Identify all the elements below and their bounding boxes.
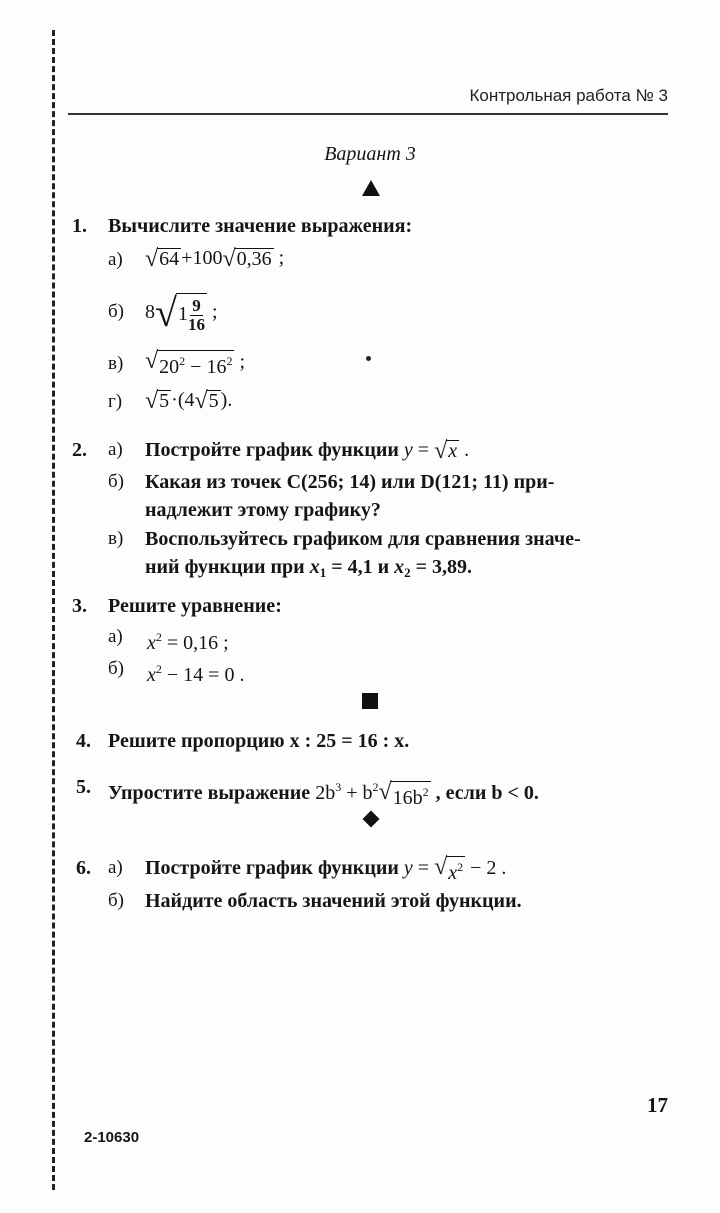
- task-3a-exp: 2: [155, 630, 162, 644]
- task-4-number: 4.: [76, 730, 91, 752]
- stray-dot: [366, 356, 371, 361]
- task-2c-x2-val: = 3,89.: [410, 556, 473, 578]
- task-1d-label: г): [108, 391, 123, 412]
- task-5-cond: , если b < 0.: [430, 782, 539, 804]
- task-6a-eq: =: [417, 857, 430, 880]
- task-1b-denominator: 16: [187, 314, 205, 334]
- footer-code: 2-10630: [84, 1129, 140, 1146]
- task-6a-fn: y: [403, 857, 413, 880]
- header-title: Контрольная работа № 3: [469, 86, 668, 105]
- triangle-icon: [362, 180, 380, 196]
- task-2c-line1: Воспользуйтесь графиком для сравнения значе-: [145, 528, 581, 550]
- task-5-rad: 16b: [392, 786, 423, 809]
- task-2a-x: x: [448, 440, 458, 463]
- task-1c-minus: −: [190, 356, 202, 378]
- task-3b-expr: [147, 657, 244, 687]
- task-2c-label: в): [108, 528, 124, 549]
- task-1b-expr: 8 √ 1 $\frac{9}{16}$ ;: [145, 289, 218, 335]
- task-1b-coef: 8: [145, 301, 155, 323]
- task-1d-rad1: 5: [159, 390, 170, 413]
- task-2a-end: .: [464, 439, 470, 461]
- task-1a-end: ;: [278, 247, 285, 269]
- task-5-e1: 3: [335, 780, 342, 794]
- page-number: 17: [647, 1093, 668, 1117]
- task-1c-base1: 20: [159, 356, 180, 378]
- task-2a-label: а): [108, 439, 123, 460]
- task-1-text: Вычислите значение выражения:: [108, 215, 413, 237]
- task-6a-x: x: [448, 862, 458, 884]
- square-icon: [362, 693, 378, 709]
- task-6b-text: Найдите область значений этой функции.: [145, 890, 522, 912]
- task-2b-line2: надлежит этому графику?: [145, 499, 381, 521]
- task-1c-end: ;: [239, 351, 246, 374]
- task-2b-line1: Какая из точек C(256; 14) или D(121; 11) при-: [145, 471, 555, 493]
- task-1d-mid: ·(4: [171, 389, 195, 411]
- task-2c-line2-start: ний функции при: [145, 556, 305, 578]
- task-1-number: 1.: [72, 215, 87, 237]
- task-3-number: 3.: [72, 595, 87, 617]
- task-1b-numerator: 9: [192, 295, 201, 315]
- task-4-text: Решите пропорцию: [108, 730, 290, 752]
- task-3-text: Решите уравнение:: [108, 595, 282, 617]
- variant-title: Вариант 3: [324, 143, 416, 165]
- task-1c-exp2: 2: [226, 354, 233, 368]
- task-1b-whole: 1: [177, 302, 188, 325]
- task-1c-exp1: 2: [179, 354, 186, 368]
- task-5-p1: 2b: [315, 782, 336, 804]
- task-2b-label: б): [108, 471, 124, 492]
- task-5-number: 5.: [76, 776, 91, 798]
- task-1a-label: а): [108, 249, 123, 270]
- task-6-number: 6.: [76, 857, 91, 879]
- task-3b-rest: − 14 = 0 .: [161, 664, 245, 686]
- task-6a-rest: − 2 .: [465, 857, 507, 880]
- task-3a-label: а): [108, 626, 123, 647]
- task-2c-x1: x: [309, 556, 320, 578]
- task-6a-exp: 2: [457, 860, 464, 874]
- task-2-number: 2.: [72, 439, 87, 461]
- task-2a-line: Постройте график функции y = √ x .: [145, 438, 470, 465]
- task-5-text: Упростите выражение: [108, 782, 316, 804]
- task-1a-rad2: 0,36: [236, 248, 272, 271]
- task-3b-label: б): [108, 658, 124, 679]
- diamond-icon: [363, 811, 380, 828]
- task-2c-x2: x: [394, 556, 405, 578]
- task-1a-plus: +100: [181, 247, 223, 269]
- task-2c-line2: [145, 555, 472, 585]
- task-3b-x: x: [147, 664, 156, 686]
- task-1c-base2: 16: [206, 356, 227, 378]
- task-2a-eq: =: [417, 439, 430, 461]
- header-divider: [68, 113, 668, 115]
- task-1d-expr: √ 5 ·(4 √ 5 ).: [145, 388, 233, 415]
- task-1c-label: в): [108, 353, 124, 374]
- task-4-expr: x : 25 = 16 : x.: [289, 730, 410, 752]
- task-2c-x1-val: = 4,1 и: [326, 556, 395, 578]
- task-2a-fn: y: [403, 439, 413, 461]
- task-4-line: [108, 729, 409, 753]
- task-2c-x2-sub: 2: [404, 565, 411, 580]
- task-1d-end: ).: [220, 389, 233, 411]
- task-1b-end: ;: [211, 301, 218, 323]
- task-6b-label: б): [108, 890, 124, 911]
- task-5-e2: 2: [372, 780, 379, 794]
- task-3a-rest: = 0,16 ;: [161, 632, 229, 654]
- task-5-line: Упростите выражение $2b^3 + b^2$ √ $16b^2$ , если b < 0.: [108, 778, 539, 809]
- task-3a-expr: [147, 625, 229, 655]
- task-5-e3: 2: [422, 784, 429, 799]
- task-1b-label: б): [108, 301, 124, 322]
- task-3b-exp: 2: [155, 662, 162, 676]
- task-1a-rad1: 64: [159, 248, 180, 271]
- task-1a-expr: √ 64 +100 √ 0,36 ;: [145, 246, 285, 273]
- cut-line: [52, 30, 55, 1190]
- task-6a-label: а): [108, 857, 123, 878]
- task-2c-x1-sub: 1: [319, 565, 327, 580]
- task-1c-expr: √ $20^2 - 16^2$ ;: [145, 348, 246, 378]
- task-6a-line: Постройте график функции y = √ $x^2$ − 2 .: [145, 854, 507, 884]
- task-1d-rad2: 5: [208, 390, 219, 413]
- task-5-p2: + b: [341, 782, 373, 804]
- task-2a-text: Постройте график функции: [145, 439, 399, 461]
- task-3a-x: x: [147, 632, 156, 654]
- task-6a-text: Постройте график функции: [145, 857, 399, 880]
